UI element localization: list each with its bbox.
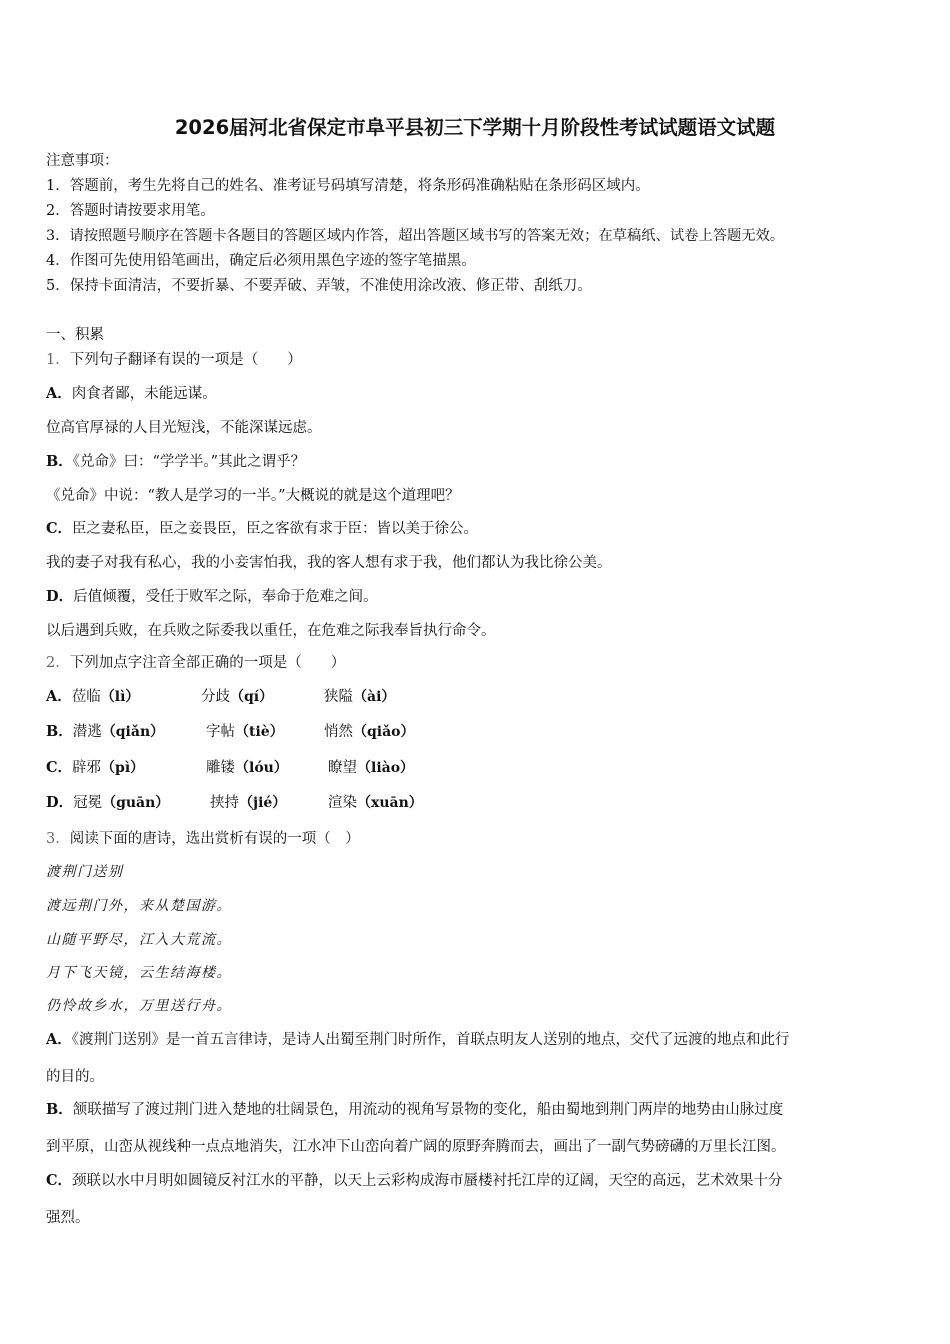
option-label: A． [46, 385, 72, 402]
notice-heading: 注意事项： [46, 153, 119, 169]
pinyin: （xuān） [357, 795, 423, 811]
option-a-translation: 位高官厚禄的人目光短浅，不能深谋远虑。 [46, 420, 322, 436]
pinyin: （lì） [100, 689, 140, 705]
option-text: 颔联描写了渡过荆门进入楚地的壮阔景色，用流动的视角写景物的变化，船由蜀地到荆门两岸的地势由山脉过度 [72, 1102, 784, 1118]
question-number: 3． [46, 831, 70, 847]
option-c-translation: 我的妻子对我有私心，我的小妾害怕我，我的客人想有求于我，他们都认为我比徐公美。 [46, 555, 612, 571]
question-3 [46, 829, 360, 849]
option-a [46, 1030, 790, 1050]
option-text: 《渡荆门送别》是一首五言律诗，是诗人出蜀至荆门时所作，首联点明友人送别的地点，交代了远渡的地点和此行 [71, 1032, 790, 1048]
option-a-continued: 的目的。 [46, 1069, 104, 1085]
option-label: A． [46, 688, 72, 705]
word: 分歧 [201, 689, 230, 705]
option-b-translation: 《兑命》中说：“教人是学习的一半。”大概说的就是这个道理吧？ [46, 488, 460, 504]
word: 莅临 [71, 689, 101, 705]
option-label: D． [46, 794, 74, 811]
option-text: 臣之妻私臣，臣之妾畏臣，臣之客欲有求于臣：皆以美于徐公。 [72, 521, 479, 537]
word: 狭隘 [324, 689, 353, 705]
question-number: 1． [46, 352, 70, 368]
pinyin: （lóu） [235, 760, 288, 776]
pinyin: （liào） [357, 760, 415, 776]
page-title: 2026届河北省保定市阜平县初三下学期十月阶段性考试试题语文试题 [174, 116, 776, 139]
section-heading: 一、积累 [46, 327, 104, 343]
poem-line: 山随平野尽，江入大荒流。 [46, 932, 232, 948]
question-stem: 下列加点字注音全部正确的一项是（ ） [69, 655, 346, 671]
word: 渲染 [328, 795, 357, 811]
option-text: 《兑命》曰：“学学半。”其此之谓乎？ [72, 454, 306, 470]
pinyin: （ài） [353, 689, 396, 705]
option-a [46, 384, 217, 404]
poem-line: 月下飞天镜，云生结海楼。 [46, 965, 232, 981]
question-stem: 阅读下面的唐诗，选出赏析有误的一项（ ） [69, 831, 360, 847]
notice-item: 3．请按照题号顺序在答题卡各题目的答题区域内作答，超出答题区域书写的答案无效；在草稿纸、试卷上答题无效。 [46, 228, 785, 244]
option-d [46, 587, 378, 607]
option-label: A． [46, 1031, 72, 1048]
notice-item: 5．保持卡面清洁，不要折暴、不要弄破、弄皱，不准使用涂改液、修正带、刮纸刀。 [46, 278, 592, 294]
word: 雕镂 [206, 760, 235, 776]
notice-item: 2．答题时请按要求用笔。 [46, 203, 215, 219]
pinyin: （tiè） [235, 724, 284, 740]
poem-line: 仍怜故乡水，万里送行舟。 [46, 998, 232, 1014]
option-b [46, 1100, 783, 1120]
pinyin: （pì） [101, 760, 145, 776]
option-b [46, 452, 305, 472]
option-label: B． [46, 1101, 73, 1118]
pinyin: （jié） [239, 795, 287, 811]
notice-item: 1．答题前，考生先将自己的姓名、准考证号码填写清楚，将条形码准确粘贴在条形码区域内。 [46, 178, 650, 194]
pinyin: （qiǎn） [101, 724, 165, 740]
option-c [46, 1171, 783, 1191]
word: 辟邪 [72, 760, 102, 776]
option-text: 肉食者鄙，未能远谋。 [71, 386, 217, 402]
word: 挟持 [210, 795, 239, 811]
question-number: 2． [46, 655, 70, 671]
word: 瞭望 [328, 760, 357, 776]
option-b-continued: 到平原，山峦从视线种一点点地消失，江水冲下山峦向着广阔的原野奔腾而去，画出了一副气势磅礴的万里长江图。 [46, 1139, 786, 1155]
option-c-continued: 强烈。 [46, 1210, 90, 1226]
word: 潜逃 [72, 724, 102, 740]
option-text: 颈联以水中月明如圆镜反衬江水的平静，以天上云彩构成海市蜃楼衬托江岸的辽阔，天空的高远，艺术效果十分 [72, 1173, 783, 1189]
pinyin: （qí） [230, 689, 274, 705]
question-2 [46, 653, 345, 673]
option-text: 后值倾覆，受任于败军之际，奉命于危难之间。 [73, 589, 378, 605]
option-label: B． [46, 453, 73, 470]
question-1 [46, 350, 302, 370]
option-label: C． [46, 759, 73, 776]
option-label: D． [46, 588, 74, 605]
question-stem: 下列句子翻译有误的一项是（ ） [69, 352, 302, 368]
poem-line: 渡远荆门外，来从楚国游。 [46, 898, 232, 914]
pinyin: （guān） [102, 795, 170, 811]
word: 冠冕 [73, 795, 103, 811]
pinyin: （qiǎo） [353, 724, 415, 740]
word: 字帖 [206, 724, 235, 740]
option-d-translation: 以后遇到兵败，在兵败之际委我以重任，在危难之际我奉旨执行命令。 [46, 623, 496, 639]
option-label: C． [46, 520, 73, 537]
option-label: B． [46, 723, 73, 740]
notice-item: 4．作图可先使用铅笔画出，确定后必须用黑色字迹的签字笔描黑。 [46, 253, 476, 269]
poem-title: 渡荆门送别 [46, 864, 124, 880]
option-label: C． [46, 1172, 73, 1189]
word: 悄然 [324, 724, 353, 740]
option-c [46, 519, 478, 539]
